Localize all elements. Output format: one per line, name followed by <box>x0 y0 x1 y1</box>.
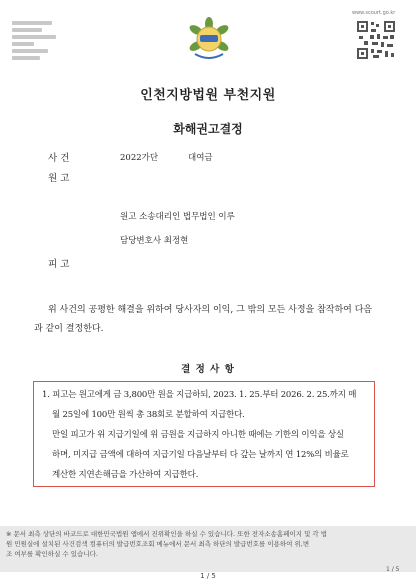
intro-line-1: 위 사건의 공평한 해결을 위하여 당사자의 이익, 그 밖의 모든 사정을 참작하여 다음 <box>48 305 373 315</box>
page-number: 1 / 5 <box>200 572 216 580</box>
decision-line-4: 하며, 미지급 금액에 대하여 지급기일 다음날부터 다 갚는 날까지 연 12%의 비율로 <box>52 450 349 460</box>
intro-line-2: 과 같이 결정한다. <box>34 324 104 334</box>
notice-line-1: ※ 문서 최측 상단의 바코드로 대한민국법원 앱에서 진위확인을 하실 수 있습니다. 또한 전자소송홈페이지 및 각 법 <box>6 530 328 538</box>
court-emblem-icon <box>186 16 232 62</box>
qr-code-icon <box>356 20 396 60</box>
decision-line-5: 계산한 지연손해금을 가산하여 지급한다. <box>52 470 199 480</box>
document-title: 화해권고결정 <box>173 122 243 136</box>
case-name: 대여금 <box>188 153 213 163</box>
defendant-label: 피 고 <box>48 259 70 270</box>
notice-line-2: 원 민원실에 설치된 사건검색 컴퓨터의 발급번호조회 메뉴에서 문서 최측 하단의 발급번호를 이용하여 위,변 <box>6 540 310 548</box>
decision-section-title: 결 정 사 항 <box>181 364 235 375</box>
redacted-stamp-area <box>12 18 58 64</box>
page-indicator-corner: 1 / 5 <box>386 566 400 573</box>
plaintiff-label: 원 고 <box>48 173 70 184</box>
decision-line-1: 1. 피고는 원고에게 금 3,800만 원을 지급하되, 2023. 1. 25.부터 2026. 2. 25.까지 매 <box>42 390 357 400</box>
attorney-name: 담당변호사 최정현 <box>120 236 189 246</box>
notice-line-3: 조 여부를 확인하실 수 있습니다. <box>6 550 98 558</box>
court-name: 인천지방법원 부천지원 <box>140 88 276 103</box>
case-number: 2022가단 <box>120 153 159 163</box>
case-label: 사 건 <box>48 153 70 164</box>
decision-line-2: 월 25일에 100만 원씩 총 38회로 분할하여 지급한다. <box>52 410 245 420</box>
plaintiff-counsel: 원고 소송대리인 법무법인 이루 <box>120 212 235 222</box>
decision-line-3: 만일 피고가 위 지급기일에 위 금원을 지급하지 아니한 때에는 기한의 이익을 상실 <box>52 430 344 440</box>
court-url: www.scourt.go.kr <box>352 10 396 16</box>
